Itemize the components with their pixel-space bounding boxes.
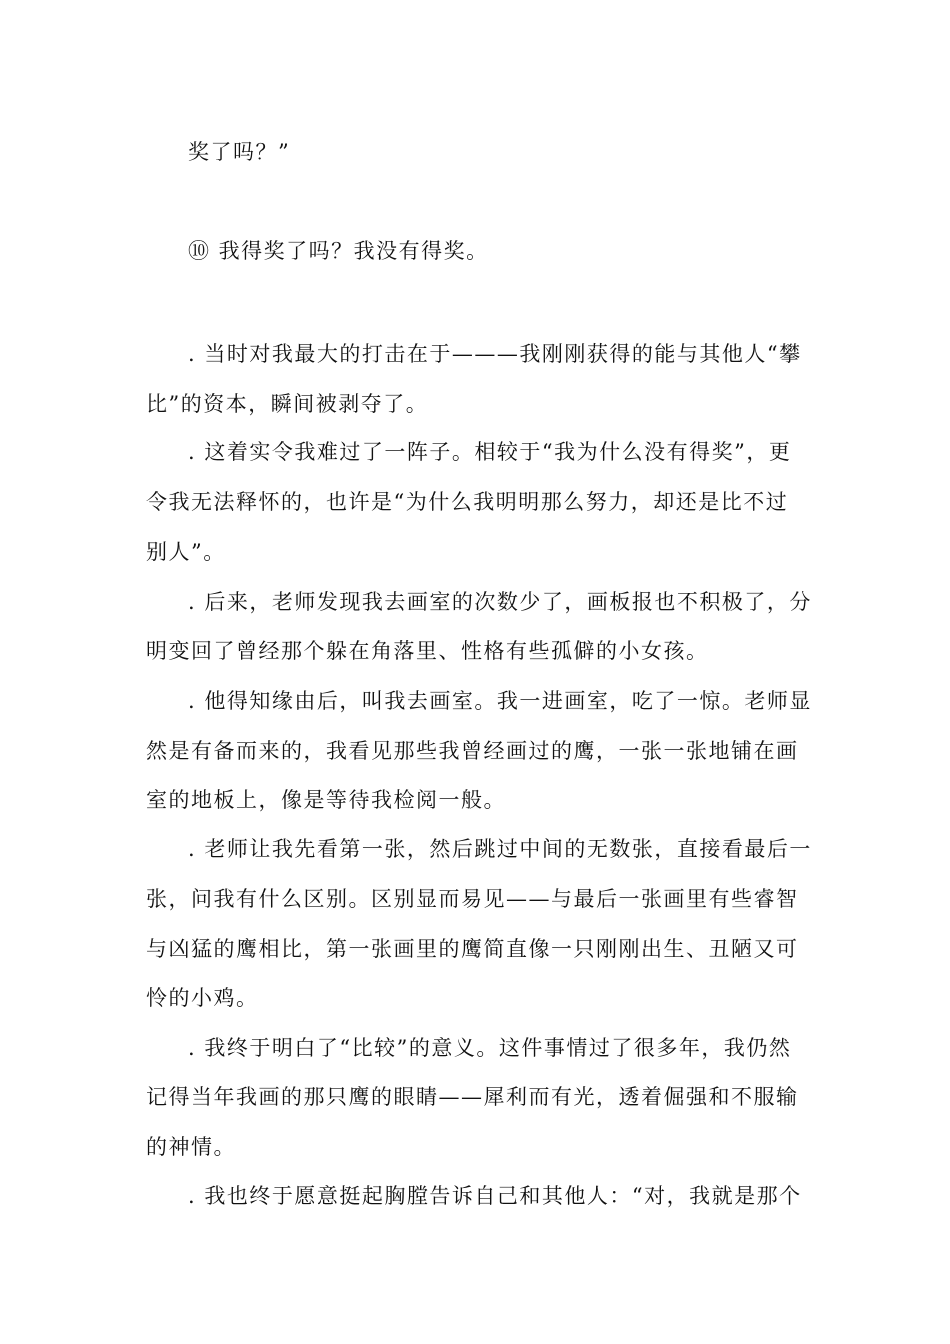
text-line: 记得当年我画的那只鹰的眼睛——犀利而有光，透着倔强和不服输 (146, 1085, 799, 1109)
text-line: 明变回了曾经那个躲在角落里、性格有些孤僻的小女孩。 (146, 639, 709, 663)
text-line: 比”的资本，瞬间被剥夺了。 (146, 392, 429, 416)
text-line: . 我也终于愿意挺起胸膛告诉自己和其他人：“对，我就是那个 (188, 1184, 802, 1208)
text-line: . 这着实令我难过了一阵子。相较于“我为什么没有得奖”，更 (188, 440, 792, 464)
text-line: 然是有备而来的，我看见那些我曾经画过的鹰，一张一张地铺在画 (146, 739, 799, 763)
text-line: 室的地板上，像是等待我检阅一般。 (146, 788, 506, 812)
text-line: 张，问我有什么区别。区别显而易见——与最后一张画里有些睿智 (146, 887, 799, 911)
text-line: 怜的小鸡。 (146, 986, 259, 1010)
text-line: 奖了吗？” (188, 140, 291, 164)
text-line: 的神情。 (146, 1135, 236, 1159)
text-line: 令我无法释怀的，也许是“为什么我明明那么努力，却还是比不过 (146, 490, 789, 514)
text-line: . 我终于明白了“比较”的意义。这件事情过了很多年，我仍然 (188, 1036, 792, 1060)
text-line: . 老师让我先看第一张，然后跳过中间的无数张，直接看最后一 (188, 837, 812, 861)
text-line: . 当时对我最大的打击在于———我刚刚获得的能与其他人“攀 (188, 342, 802, 366)
text-line: 别人”。 (146, 540, 226, 564)
text-line: 与凶猛的鹰相比，第一张画里的鹰简直像一只刚刚出生、丑陋又可 (146, 937, 799, 961)
text-line: . 他得知缘由后，叫我去画室。我一进画室，吃了一惊。老师显 (188, 689, 812, 713)
text-line: ⑩ 我得奖了吗？我没有得奖。 (188, 239, 489, 263)
text-line: . 后来，老师发现我去画室的次数少了，画板报也不积极了，分 (188, 590, 812, 614)
